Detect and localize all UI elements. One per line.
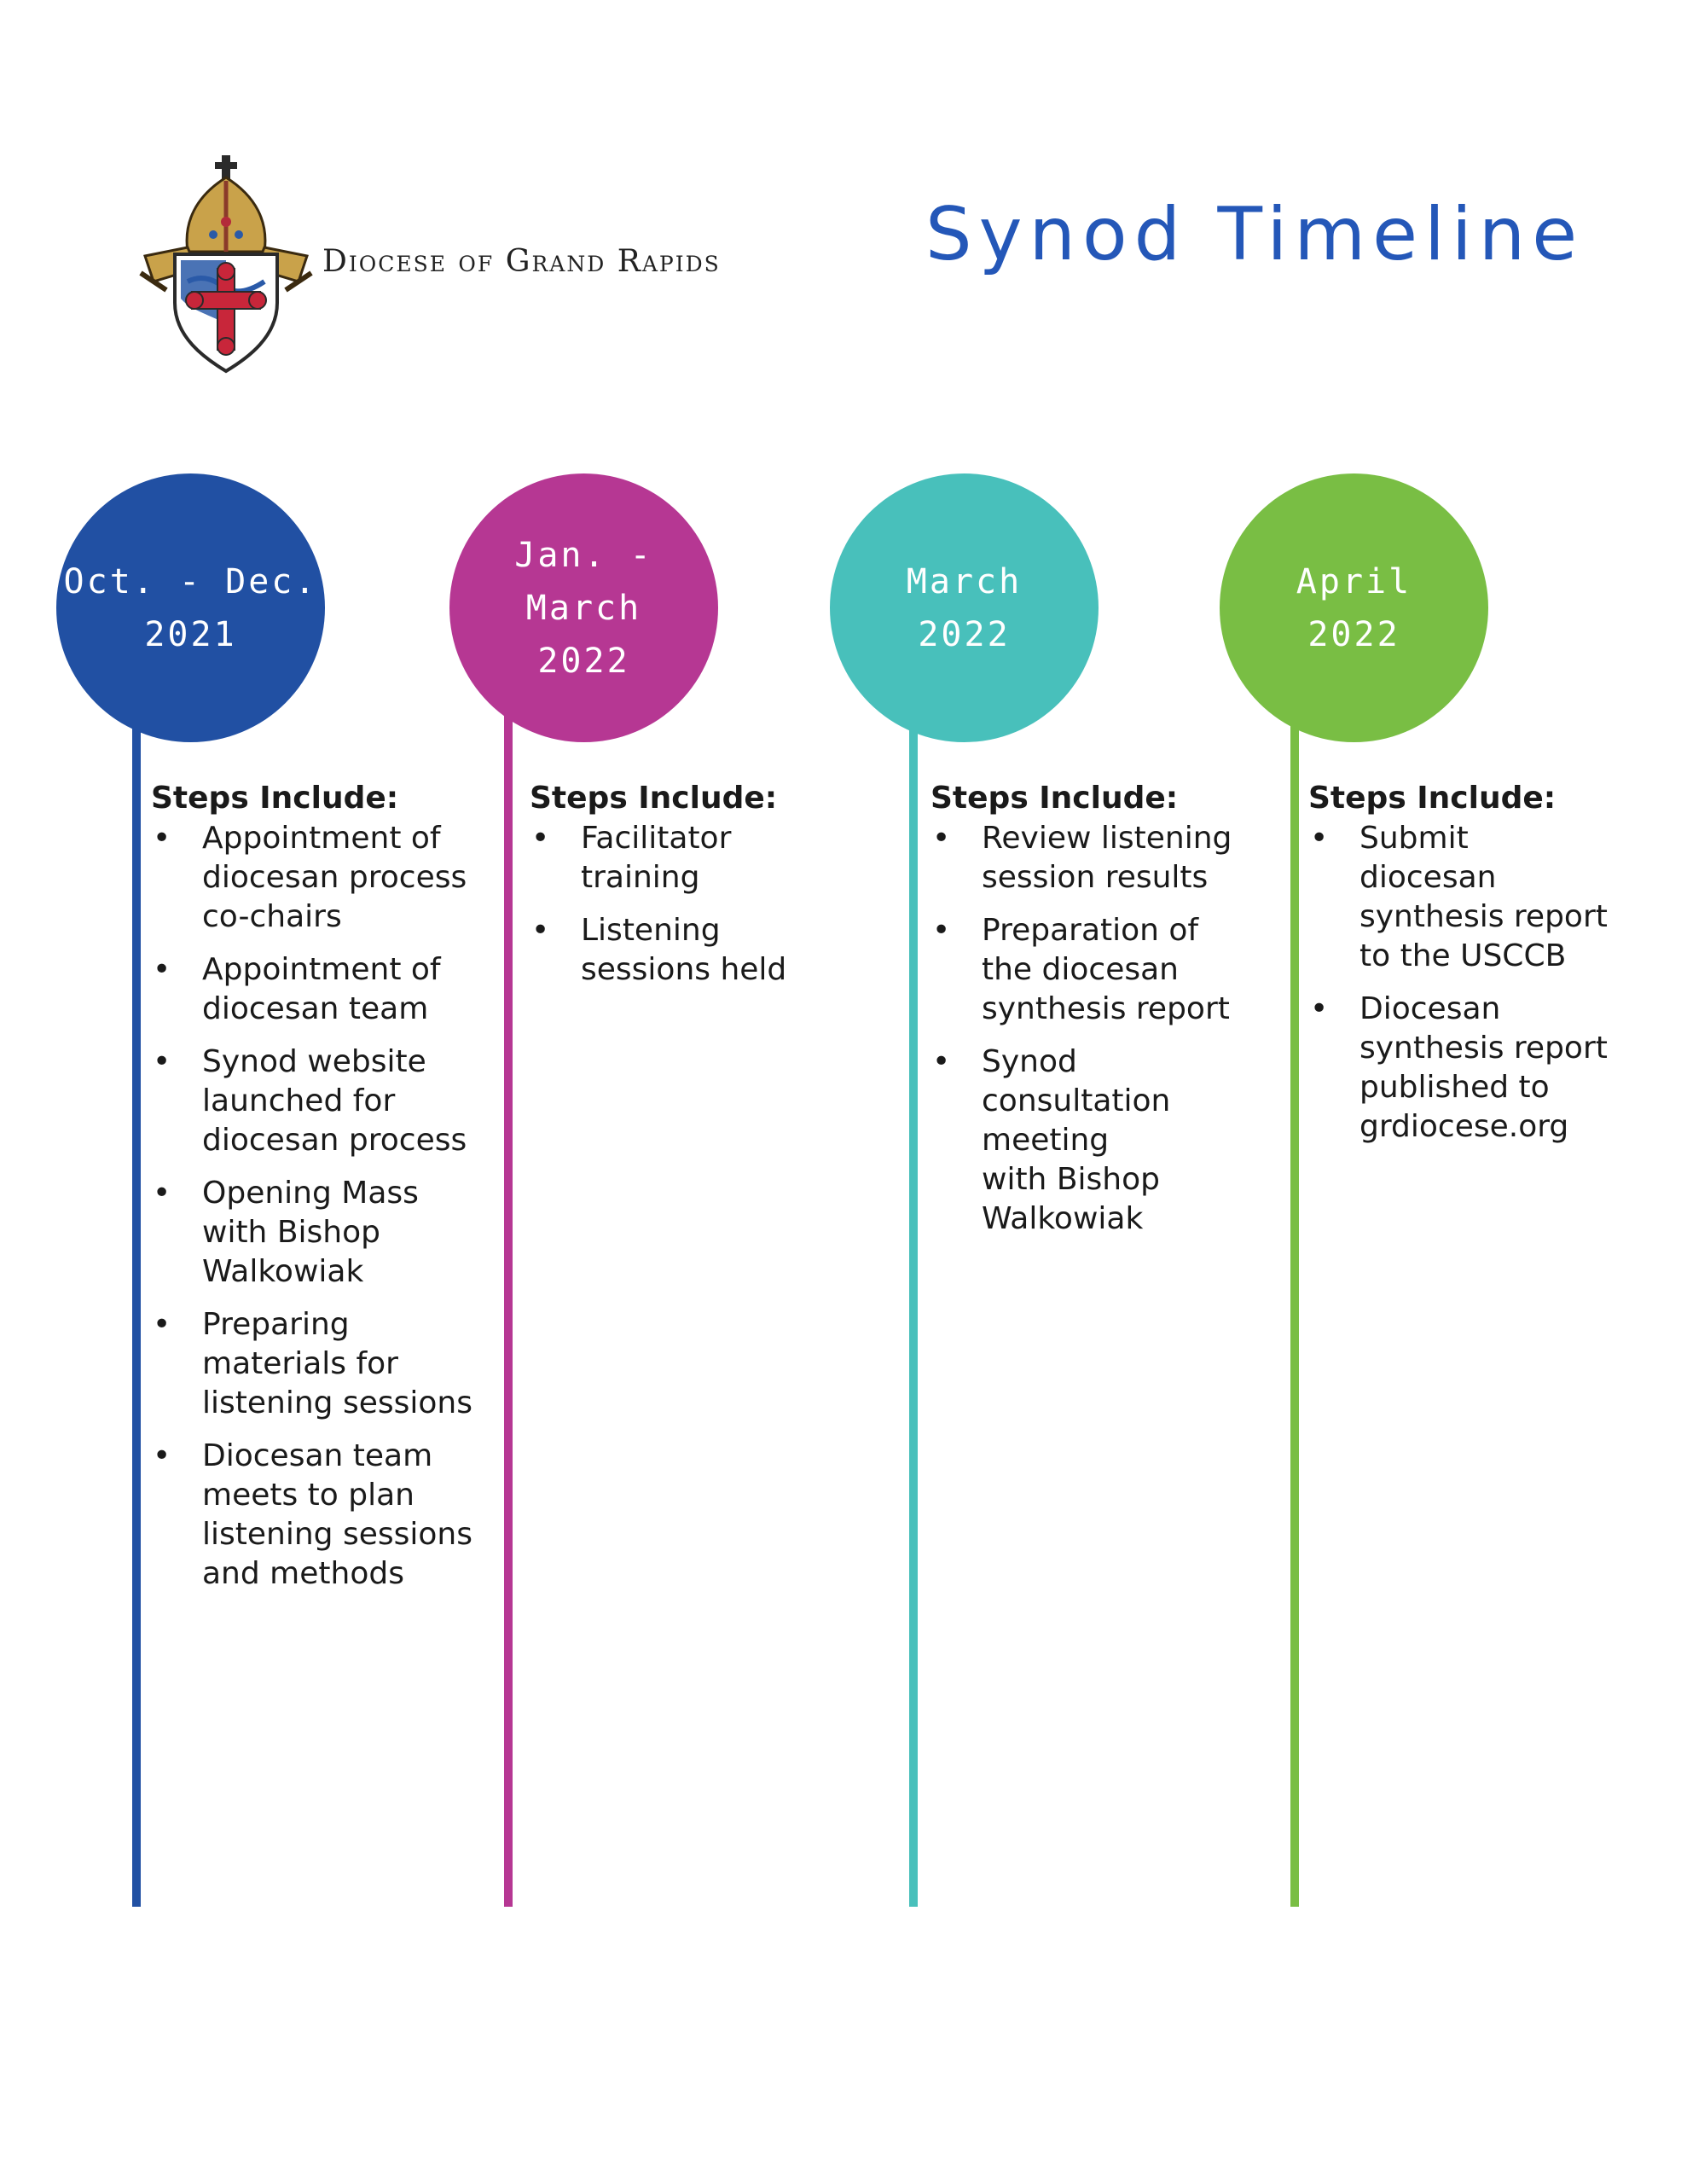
step-text: Listening sessions held [581, 913, 787, 987]
timeline-phase-march-2022 [830, 473, 1239, 1924]
step-text: Review listening session results [982, 821, 1232, 895]
step-text: Submit diocesan synthesis report to the USCCB [1359, 821, 1608, 973]
step-text: Preparation of the diocesan synthesis report [982, 913, 1230, 1026]
timeline-line [909, 712, 918, 1907]
bullet-icon: • [153, 821, 171, 856]
date-line: 2022 [1307, 614, 1400, 654]
step-text: Facilitator training [581, 821, 732, 895]
date-line: 2022 [537, 641, 630, 681]
bullet-icon: • [153, 952, 171, 987]
organization-name: Diocese of Grand Rapids [322, 244, 721, 279]
diocese-logo [136, 154, 733, 375]
bullet-icon: • [932, 1044, 951, 1079]
date-circle [449, 473, 718, 742]
step-text: Diocesan synthesis report published to grdiocese.org [1359, 991, 1608, 1144]
bullet-icon: • [153, 1438, 171, 1473]
step-text: Synod website launched for diocesan process [202, 1044, 467, 1158]
steps-heading: Steps Include: [151, 781, 399, 816]
bullet-icon: • [932, 821, 951, 856]
step-text: Appointment of diocesan process co-chairs [202, 821, 467, 934]
step-text: Preparing materials for listening sessions [202, 1307, 472, 1420]
step-text: Appointment of diocesan team [202, 952, 441, 1026]
date-line: Jan. - [514, 535, 653, 575]
timeline-phase-april-2022 [1220, 473, 1629, 1924]
timeline-line [504, 712, 513, 1907]
bullet-icon: • [531, 913, 550, 948]
date-line: April [1296, 561, 1412, 601]
steps-heading: Steps Include: [530, 781, 778, 816]
steps-heading: Steps Include: [1308, 781, 1557, 816]
date-line: March [525, 588, 642, 628]
steps-list [1308, 819, 1667, 1147]
list-item [1308, 990, 1667, 1147]
timeline-phase-oct-dec-2021 [56, 473, 472, 1924]
bullet-icon: • [1310, 821, 1329, 856]
step-text: Synod consultation meeting with Bishop Walkowiak [982, 1044, 1171, 1236]
step-text: Opening Mass with Bishop Walkowiak [202, 1176, 419, 1289]
bullet-icon: • [531, 821, 550, 856]
date-circle [56, 473, 325, 742]
list-item [1308, 819, 1667, 976]
date-line: 2022 [918, 614, 1011, 654]
steps-heading: Steps Include: [930, 781, 1179, 816]
date-circle [830, 473, 1099, 742]
bullet-icon: • [153, 1044, 171, 1079]
bullet-icon: • [153, 1176, 171, 1211]
date-circle [1220, 473, 1488, 742]
page-title: Synod Timeline [925, 192, 1585, 277]
step-text: Diocesan team meets to plan listening sessions and methods [202, 1438, 472, 1591]
bullet-icon: • [932, 913, 951, 948]
date-line: March [906, 561, 1023, 601]
date-line: Oct. - Dec. [63, 561, 318, 601]
coat-of-arms-icon [136, 154, 316, 375]
steps-block [1308, 781, 1667, 1160]
timeline-phase-jan-march-2022 [449, 473, 859, 1924]
timeline-line [1290, 712, 1299, 1907]
timeline-line [132, 712, 141, 1907]
date-line: 2021 [144, 614, 237, 654]
bullet-icon: • [153, 1307, 171, 1342]
bullet-icon: • [1310, 991, 1329, 1026]
